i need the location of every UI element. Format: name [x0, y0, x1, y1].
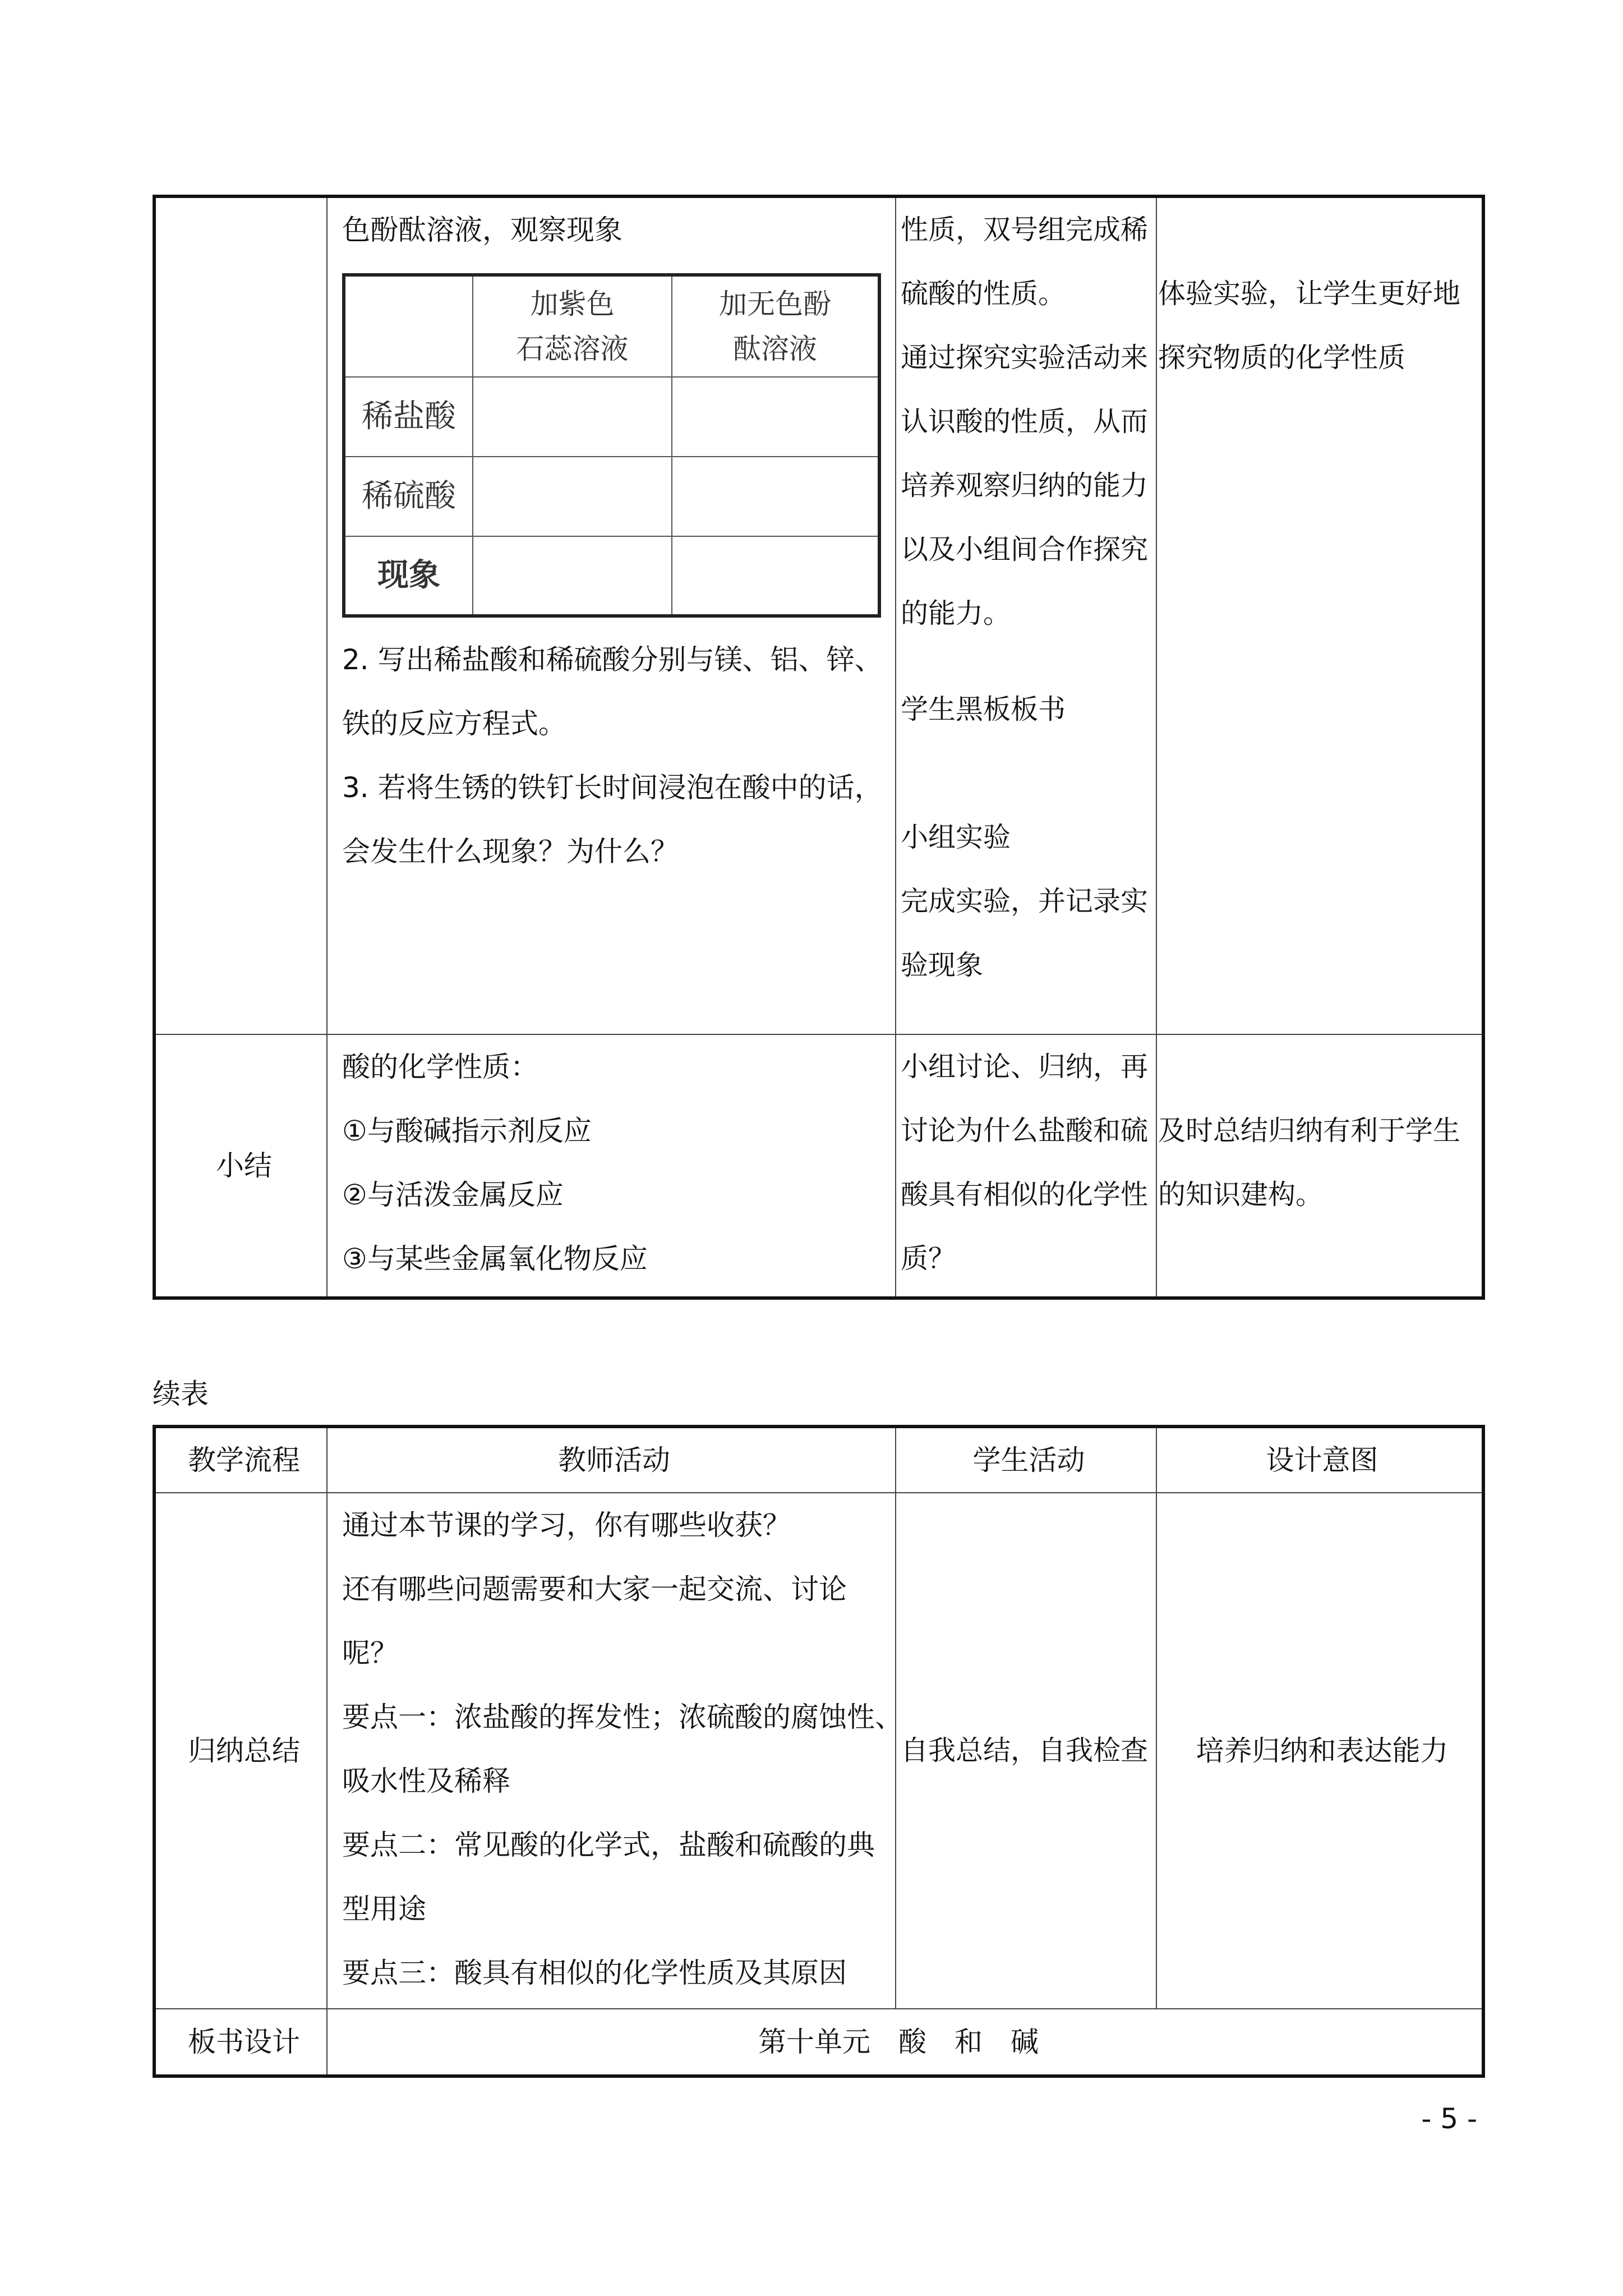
header-flow: 教学流程	[154, 1427, 327, 1493]
intent-line: 体验实验，让学生更好地	[1158, 278, 1461, 310]
teacher-line: 色酚酞溶液，观察现象	[342, 214, 623, 246]
teacher-line: 要点一：浓盐酸的挥发性；浓硫酸的腐蚀性、	[342, 1701, 903, 1733]
student-line: 培养观察归纳的能力	[901, 470, 1149, 501]
summary-teacher-line: ②与活泼金属反应	[342, 1179, 564, 1211]
summary-teacher-activity	[327, 1493, 903, 2009]
indicator-row-label: 现象	[344, 536, 473, 616]
indicator-cell	[672, 457, 879, 536]
table-row	[344, 377, 879, 457]
indicator-cell	[473, 377, 672, 457]
continued-table-label: 续表	[153, 1378, 209, 1410]
summary-flow-label: 归纳总结	[188, 1734, 300, 1767]
summary-teacher-line: ①与酸碱指示剂反应	[342, 1115, 592, 1147]
teacher-line: 还有哪些问题需要和大家一起交流、讨论	[342, 1573, 847, 1605]
student-activity-cell	[896, 196, 1156, 1034]
student-line: 小组实验	[901, 821, 1011, 853]
page-number: - 5 -	[1421, 2102, 1477, 2135]
teacher-line: 型用途	[342, 1893, 426, 1925]
header-student: 学生活动	[896, 1427, 1156, 1493]
student-line: 学生黑板板书	[901, 693, 1066, 725]
student-line: 验现象	[901, 949, 984, 981]
teacher-line: 要点三：酸具有相似的化学性质及其原因	[342, 1957, 847, 1989]
intent-line: 探究物质的化学性质	[1158, 342, 1406, 374]
indicator-row-label: 稀盐酸	[344, 377, 473, 457]
student-line: 认识酸的性质，从而	[901, 406, 1149, 438]
summary-label: 小结	[216, 1149, 272, 1182]
header-teacher: 教师活动	[327, 1427, 896, 1493]
board-design-label-cell: 板书设计	[154, 2009, 327, 2076]
indicator-cell	[473, 457, 672, 536]
table-row	[344, 275, 879, 377]
student-line: 以及小组间合作探究	[901, 533, 1149, 565]
summary-student-line: 酸具有相似的化学性	[901, 1179, 1149, 1211]
table-row	[344, 457, 879, 536]
indicator-cell	[672, 536, 879, 616]
flow-cell-empty	[154, 196, 327, 1034]
indicator-cell	[672, 377, 879, 457]
summary-student-activity: 自我总结，自我检查	[896, 1493, 1156, 2009]
summary-student-line: 质？	[901, 1243, 956, 1274]
summary-student-line: 讨论为什么盐酸和硫	[901, 1115, 1149, 1147]
board-design-content-cell: 第十单元 酸 和 碱	[327, 2009, 1483, 2076]
design-intent-cell	[1156, 196, 1483, 1034]
teacher-line: 呢？	[342, 1637, 398, 1669]
teacher-line: 2. 写出稀盐酸和稀硫酸分别与镁、铝、锌、	[342, 643, 883, 676]
indicator-table-corner	[344, 275, 473, 377]
indicator-row-label: 稀硫酸	[344, 457, 473, 536]
table-header-row	[154, 1427, 1483, 1493]
teacher-line: 吸水性及稀释	[342, 1765, 510, 1797]
summary-teacher-line: ③与某些金属氧化物反应	[342, 1243, 648, 1275]
summary-label-cell	[154, 1034, 327, 1298]
summary-teacher-cell	[327, 1034, 896, 1298]
teacher-line: 要点二：常见酸的化学式，盐酸和硫酸的典	[342, 1829, 875, 1861]
summary-student-line: 小组讨论、归纳，再	[901, 1051, 1149, 1083]
teacher-line: 通过本节课的学习，你有哪些收获？	[342, 1509, 791, 1542]
teacher-line: 铁的反应方程式。	[342, 707, 566, 740]
table-row	[344, 536, 879, 616]
teacher-activity-cell	[327, 196, 896, 1034]
student-line: 的能力。	[901, 597, 1011, 629]
summary-teacher-line: 酸的化学性质：	[342, 1051, 538, 1083]
summary-intent-line: 及时总结归纳有利于学生	[1158, 1115, 1461, 1147]
lesson-table-2	[153, 1425, 1485, 2078]
table-row	[154, 1493, 1483, 2009]
student-line: 硫酸的性质。	[901, 278, 1066, 310]
table-row	[154, 1034, 1483, 1298]
indicator-cell	[473, 536, 672, 616]
summary-design-intent: 培养归纳和表达能力	[1156, 1493, 1483, 2009]
header-intent: 设计意图	[1156, 1427, 1483, 1493]
table-row	[154, 2009, 1483, 2076]
student-line: 完成实验，并记录实	[901, 885, 1149, 917]
table-row	[154, 196, 1483, 1034]
teacher-line: 会发生什么现象？为什么？	[342, 835, 679, 868]
summary-flow-cell	[154, 1493, 327, 2009]
summary-student-cell	[896, 1034, 1156, 1298]
student-line: 通过探究实验活动来	[901, 342, 1149, 374]
indicator-header-litmus: 加紫色 石蕊溶液	[473, 275, 672, 377]
lesson-table-continued	[153, 195, 1485, 1300]
summary-intent-line: 的知识建构。	[1158, 1179, 1324, 1211]
summary-intent-cell	[1156, 1034, 1483, 1298]
student-line: 性质，双号组完成稀	[901, 214, 1149, 246]
indicator-header-phenolphthalein: 加无色酚 酞溶液	[672, 275, 879, 377]
indicator-table	[342, 273, 881, 618]
teacher-line: 3. 若将生锈的铁钉长时间浸泡在酸中的话，	[342, 771, 883, 804]
